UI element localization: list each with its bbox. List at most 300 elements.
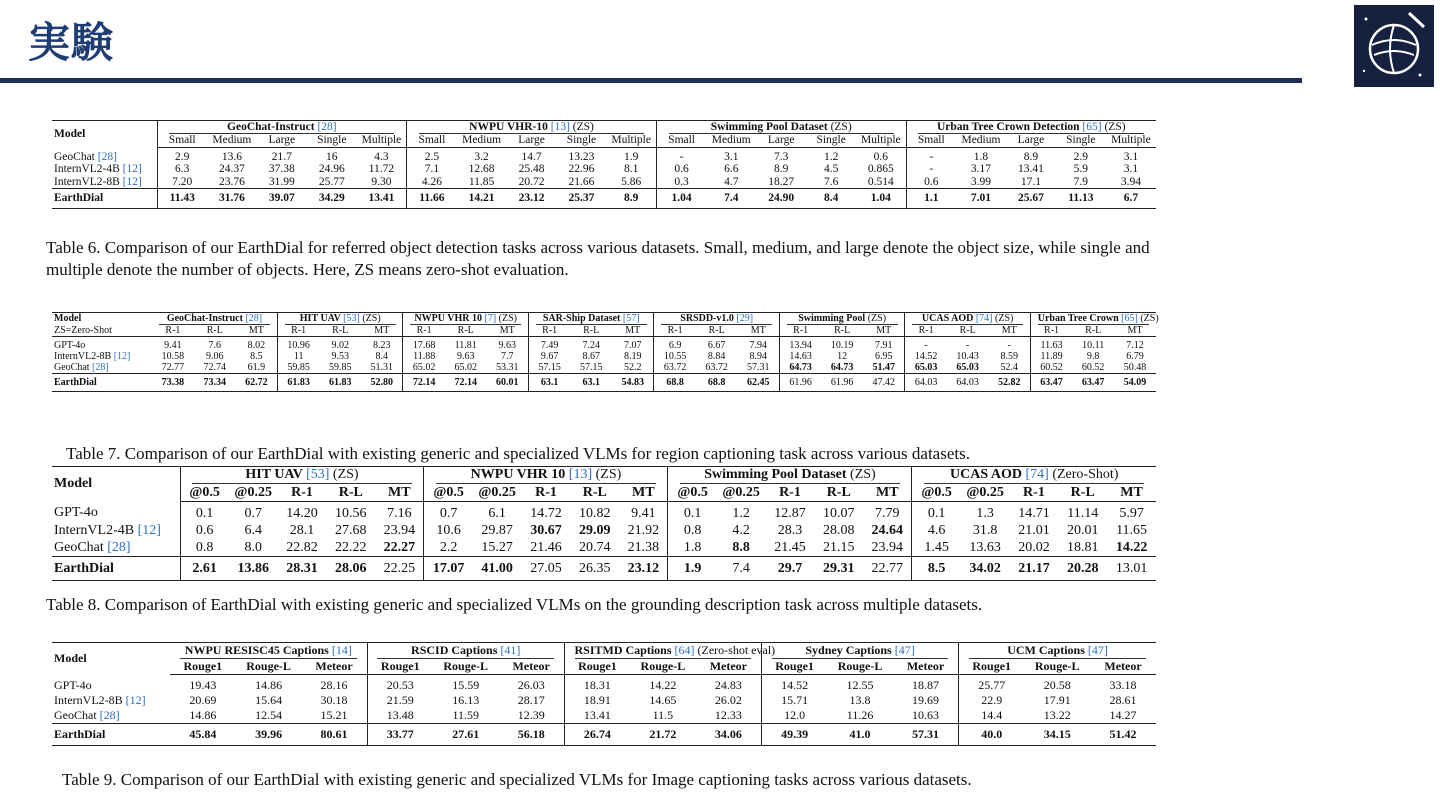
t6-subheader: Large	[756, 134, 806, 147]
t6-subheader: Single	[307, 134, 357, 147]
t6-cell: 13.23	[568, 150, 595, 163]
t7-group-header	[528, 313, 653, 326]
t6-cell: 25.67	[1006, 189, 1056, 209]
t6-cell: 12.68	[468, 163, 495, 176]
t8-cell: 0.7	[424, 502, 473, 523]
t7-cell: 68.8	[696, 374, 738, 392]
t7-cell: 47.42	[863, 374, 905, 392]
t8-cell: 30.67	[530, 522, 562, 538]
t6-model-ref: [12]	[122, 163, 142, 176]
t7-cell: 63.1	[570, 374, 612, 392]
t8-cell: 10.56	[335, 505, 367, 521]
t9-cell: 21.72	[630, 724, 696, 746]
t7-group-label	[285, 313, 396, 325]
t6-cell: 0.514	[867, 175, 894, 188]
t7-group-header	[779, 313, 904, 326]
t8-cell: 0.1	[180, 502, 229, 523]
t8-cell: 28.3	[777, 522, 803, 538]
t6-subheader: Multiple	[357, 134, 407, 147]
t7-cell: 63.47	[1072, 374, 1114, 392]
t8-cell: 31.8	[972, 522, 998, 538]
t7-cell: 6.9	[654, 337, 696, 352]
t8-subheader: MT	[375, 484, 424, 502]
t6-cell: 8.9	[774, 163, 789, 176]
t6-subheader: Single	[806, 134, 856, 147]
t9-cell: 80.61	[301, 724, 367, 746]
t8-cell: 22.82	[286, 539, 318, 555]
t8-group-header	[668, 467, 912, 485]
t7-cell: 54.09	[1114, 374, 1156, 392]
t8-cell: 28.08	[823, 522, 855, 538]
t6-cell: 1.04	[856, 189, 906, 209]
t7-cell: 10.55	[654, 351, 696, 362]
t7-cell: 9.06	[205, 351, 224, 362]
t6-group-label	[419, 121, 644, 134]
t9-subheader: Rouge1	[761, 659, 827, 675]
t7-cell: 54.83	[612, 374, 654, 392]
t9-group-ref: [47]	[1087, 643, 1108, 657]
t9-cell: 21.59	[367, 693, 433, 708]
t9-group-name: NWPU RESISC45 Captions	[184, 643, 332, 657]
t9-cell: 30.18	[320, 693, 348, 707]
t8-subheader: @0.25	[229, 484, 278, 502]
t6-subheader: Medium	[956, 134, 1006, 147]
t6-cell: 23.76	[218, 175, 245, 188]
t6-group-header	[407, 121, 657, 135]
t9-final-row	[52, 724, 1156, 746]
t6-subheader-row	[52, 134, 1156, 147]
t7-subheader: MT	[612, 325, 654, 337]
t9-cell: 11.26	[846, 708, 874, 722]
t9-subheader: Rouge1	[564, 659, 630, 675]
t6-model-label: GeoChat	[54, 150, 98, 163]
t9-group-label	[574, 643, 776, 659]
t8-cell: 26.35	[570, 557, 619, 581]
t8-subheader: @0.5	[180, 484, 229, 502]
t7-group-ref: [74]	[975, 313, 993, 324]
t6-cell: 18.27	[768, 175, 795, 188]
t7-cell: 6.67	[707, 340, 726, 351]
t9-group-ref: [41]	[500, 643, 521, 657]
t6-cell: 1.04	[656, 189, 706, 209]
t7-cell: 17.68	[403, 337, 445, 352]
t8-model-label: InternVL2-4B	[54, 522, 138, 538]
t9-subheader: Rouge1	[959, 659, 1025, 675]
t7-subheader: R-1	[403, 325, 445, 337]
t7-cell: 57.15	[528, 362, 570, 374]
t7-cell: 50.48	[1123, 362, 1147, 373]
t9-subheader-row	[52, 659, 1156, 675]
t8-cell: 1.3	[976, 505, 994, 521]
t6-cell: 7.4	[706, 189, 756, 209]
t8-cell: 8.5	[912, 557, 961, 581]
t7-group-label	[536, 313, 647, 325]
t9-cell: 28.16	[320, 678, 348, 692]
t8-model-name	[52, 539, 180, 557]
t8-group-suffix: (Zero-Shot)	[1048, 467, 1119, 482]
t7-cell: 10.58	[161, 351, 185, 362]
t6-cell: 31.99	[268, 175, 295, 188]
t8-cell: 13.86	[229, 557, 278, 581]
t6-cell: 11.72	[368, 163, 395, 176]
t6-cell: 8.9	[606, 189, 656, 209]
t8-cell: 4.6	[912, 522, 961, 539]
t6-cell: 21.66	[568, 175, 595, 188]
slide-title: 実験	[28, 18, 115, 67]
t6-cell: 20.72	[518, 175, 545, 188]
t6-cell: 3.99	[970, 175, 992, 188]
t8-cell: 21.17	[1010, 557, 1059, 581]
t9-cell: 14.86	[255, 678, 283, 692]
t8-model-label: EarthDial	[54, 560, 114, 576]
t7-group-ref: [29]	[736, 313, 754, 324]
t9-subheader: Rouge-L	[1024, 659, 1090, 675]
t7-group-name: HIT UAV	[299, 313, 344, 324]
t7-group-name: NWPU VHR 10	[414, 313, 485, 324]
t9-cell: 25.77	[959, 675, 1025, 694]
t8-subheader: @0.5	[424, 484, 473, 502]
t6-cell: 0.6	[906, 176, 956, 189]
t8-cell: 29.31	[814, 557, 863, 581]
t8-subheader: R-L	[326, 484, 375, 502]
t7-cell: 65.02	[403, 362, 445, 374]
t8-cell: 0.1	[912, 502, 961, 523]
t8-cell: 20.01	[1066, 522, 1099, 538]
t8-cell: 1.9	[668, 557, 717, 581]
t7-cell: 8.67	[582, 351, 600, 362]
t6-cell: 5.9	[1073, 163, 1089, 176]
t8-cell: 8.8	[732, 539, 750, 555]
t8-cell: 41.00	[473, 557, 522, 581]
t6-group-ref: [28]	[317, 121, 337, 133]
t7-cell: 62.45	[738, 374, 780, 392]
t6-final-row	[52, 189, 1156, 209]
t7-cell: 53.31	[496, 362, 519, 373]
t7-cell: 59.85	[328, 362, 352, 373]
t7-group-header	[152, 313, 277, 326]
t8-group-suffix: (ZS)	[592, 467, 622, 482]
t7-data-row	[52, 362, 1156, 374]
t8-cell: 0.1	[668, 502, 717, 523]
t8-cell: 4.2	[732, 522, 750, 538]
t6-subheader: Single	[557, 134, 607, 147]
t9-subheader: Rouge-L	[236, 659, 302, 675]
t8-cell: 21.45	[774, 539, 806, 555]
t8-model-name	[52, 522, 180, 539]
t9-subheader: Meteor	[696, 659, 762, 675]
t6-cell: 24.96	[318, 163, 345, 176]
t7-cell: 60.52	[1081, 362, 1105, 373]
t7-subheader: R-L	[319, 325, 361, 337]
t6-cell: 11.13	[1056, 189, 1106, 209]
table-6-caption: Table 6. Comparison of our EarthDial for referred object detection tasks across various datasets. Small, medium, and large denote the object size, while single and multiple denote the number of objects. Here, ZS means zero-shot evaluation.	[46, 238, 1150, 279]
t7-cell: 6.79	[1126, 351, 1144, 362]
t8-group-header	[180, 467, 424, 485]
t7-cell: 57.15	[579, 362, 603, 373]
t8-cell: 21.38	[627, 539, 660, 555]
t6-model-name	[52, 189, 157, 209]
t6-cell: 3.1	[724, 150, 739, 163]
table-7-caption: Table 7. Comparison of our EarthDial with existing generic and specialized VLMs for region captioning task across various datasets.	[66, 444, 970, 463]
t7-cell: 7.07	[624, 340, 642, 351]
t6-subheader: Multiple	[606, 134, 656, 147]
t6-cell: 8.9	[1023, 150, 1039, 163]
t7-cell: 12	[837, 351, 848, 362]
t6-cell: 2.9	[1073, 150, 1089, 163]
t8-cell: 10.82	[579, 505, 611, 521]
t6-subheader: Large	[1006, 134, 1056, 147]
t9-cell: 18.31	[564, 675, 630, 694]
t9-group-name: RSCID Captions	[411, 643, 501, 657]
t6-subheader: Medium	[706, 134, 756, 147]
t9-cell: 14.52	[761, 675, 827, 694]
t6-subheader: Small	[906, 134, 956, 147]
t7-model-label: InternVL2-8B	[54, 351, 114, 362]
t7-cell: -	[1007, 340, 1011, 351]
t8-cell: 21.46	[530, 539, 562, 555]
t9-cell: 14.65	[649, 693, 677, 707]
t7-group-ref: [53]	[343, 313, 360, 324]
t8-subheader: @0.25	[961, 484, 1010, 502]
t7-group-suffix: (ZS)	[865, 313, 887, 324]
t7-cell: 63.47	[1030, 374, 1072, 392]
t6-group-name: GeoChat-Instruct	[227, 121, 318, 133]
t8-cell: 7.4	[717, 557, 766, 581]
t9-cell: 33.18	[1109, 678, 1137, 692]
t6-cell: 13.41	[1017, 163, 1044, 176]
t9-cell: 12.39	[517, 708, 545, 722]
t7-cell: 68.8	[654, 374, 696, 392]
t8-subheader: MT	[619, 484, 668, 502]
t8-model-ref: [12]	[137, 522, 161, 538]
t6-group-suffix: (ZS)	[827, 121, 852, 133]
t7-cell: 9.67	[528, 351, 570, 362]
t7-model-name	[52, 337, 152, 352]
t6-cell: 4.26	[407, 176, 457, 189]
table-8-grid	[52, 466, 1156, 581]
t9-group-header	[367, 643, 564, 660]
t7-cell: 57.31	[747, 362, 770, 373]
t9-group-label	[180, 643, 357, 659]
t8-cell: 14.72	[530, 505, 562, 521]
t7-cell: 72.77	[161, 362, 185, 373]
t9-cell: 24.83	[714, 678, 742, 692]
t7-cell: 52.82	[989, 374, 1031, 392]
t6-cell: 13.6	[221, 150, 242, 163]
t9-group-row	[52, 643, 1156, 660]
t7-cell: 8.94	[749, 351, 767, 362]
t8-data-row	[52, 522, 1156, 539]
t8-cell: 7.16	[387, 505, 412, 521]
t9-subheader: Meteor	[1090, 659, 1156, 675]
table-9-caption: Table 9. Comparison of our EarthDial with existing generic and specialized VLMs for Image captioning tasks across various datasets.	[62, 770, 972, 789]
t9-subheader: Rouge-L	[630, 659, 696, 675]
t8-cell: 21.15	[823, 539, 855, 555]
t6-model-label: InternVL2-8B	[54, 175, 123, 188]
t7-cell: 73.38	[152, 374, 194, 392]
table-7	[52, 312, 1159, 392]
t7-group-header	[654, 313, 779, 326]
t7-cell: 7.94	[749, 340, 767, 351]
t8-subheader: @0.5	[912, 484, 961, 502]
t7-cell: 72.14	[445, 374, 487, 392]
t9-group-header	[959, 643, 1156, 660]
table-6-grid	[52, 120, 1156, 209]
t7-subheader: R-1	[152, 325, 194, 337]
t9-cell: 16.13	[452, 693, 480, 707]
t6-subheader: Single	[1056, 134, 1106, 147]
t7-cell: 11.63	[1030, 337, 1072, 352]
t9-cell: 41.0	[827, 724, 893, 746]
t9-model-label: GeoChat	[54, 708, 100, 722]
t8-subheader: R-1	[1010, 484, 1059, 502]
t6-model-name	[52, 163, 157, 176]
t8-cell: 22.22	[335, 539, 367, 555]
t7-cell: 8.84	[707, 351, 726, 362]
t9-group-ref: [14]	[331, 643, 352, 657]
t8-cell: 21.92	[627, 522, 660, 538]
t7-cell: 73.34	[194, 374, 236, 392]
table-9	[52, 642, 1156, 746]
t7-model-label: GPT-4o	[54, 340, 86, 351]
t9-cell: 12.55	[846, 678, 874, 692]
t8-cell: 0.7	[244, 505, 262, 521]
t9-cell: 34.15	[1024, 724, 1090, 746]
t6-group-name: Swimming Pool Dataset	[710, 121, 828, 133]
t8-cell: 6.1	[488, 505, 506, 521]
t6-group-label	[169, 121, 394, 134]
t7-cell: 72.14	[403, 374, 445, 392]
t6-group-ref: [65]	[1082, 121, 1102, 133]
challenge-logo	[1354, 5, 1434, 87]
t7-cell: 64.03	[905, 374, 947, 392]
t9-data-row	[52, 675, 1156, 694]
t9-model-ref: [28]	[99, 708, 120, 722]
t7-cell: 51.47	[872, 362, 895, 373]
t6-group-suffix: (ZS)	[569, 121, 594, 133]
t7-cell: 9.53	[331, 351, 349, 362]
t8-cell: 23.94	[383, 522, 416, 538]
t6-cell: -	[906, 147, 956, 163]
t7-data-row	[52, 351, 1156, 362]
t8-cell: 0.8	[180, 539, 229, 557]
t8-cell: 12.87	[774, 505, 806, 521]
t6-cell: 7.20	[157, 176, 207, 189]
t8-cell: 29.09	[579, 522, 611, 538]
t7-cell: 7.7	[501, 351, 514, 362]
t6-cell: 9.30	[371, 175, 392, 188]
t6-data-row	[52, 163, 1156, 176]
t8-cell: 1.2	[732, 505, 750, 521]
t6-cell: 17.1	[1020, 175, 1041, 188]
t9-model-name	[52, 675, 170, 694]
t7-subheader: MT	[738, 325, 780, 337]
t8-model-name	[52, 502, 180, 523]
t8-group-name: Swimming Pool Dataset	[704, 467, 847, 482]
t8-subheader: @0.25	[473, 484, 522, 502]
t7-model-label: EarthDial	[54, 377, 97, 388]
t8-cell: 5.97	[1119, 505, 1144, 521]
t7-cell: 11	[277, 351, 319, 362]
t7-cell: 51.31	[370, 362, 394, 373]
t7-cell: 9.02	[331, 340, 349, 351]
t9-group-header	[564, 643, 776, 660]
t8-group-suffix: (ZS)	[846, 467, 876, 482]
t6-cell: 11.66	[407, 189, 457, 209]
t6-cell: 6.7	[1106, 189, 1156, 209]
t8-cell: 7.79	[875, 505, 900, 521]
t6-cell: 14.21	[457, 189, 507, 209]
t9-model-label: EarthDial	[54, 727, 106, 741]
t7-cell: 64.73	[830, 362, 854, 373]
t6-cell: 3.2	[474, 150, 489, 163]
t7-group-suffix: (ZS)	[992, 313, 1014, 324]
t6-cell: 4.3	[374, 150, 389, 163]
t7-cell: 7.91	[874, 340, 893, 351]
t6-cell: 1.2	[823, 150, 839, 163]
t6-group-label	[669, 121, 894, 134]
t6-cell: 3.17	[970, 163, 992, 176]
t8-subheader: R-L	[1058, 484, 1107, 502]
t9-subheader: Rouge1	[170, 659, 236, 675]
t9-model-name	[52, 708, 170, 724]
t6-cell: 1.9	[623, 150, 639, 163]
t8-cell: 8.0	[244, 539, 262, 555]
t9-subheader: Rouge-L	[433, 659, 499, 675]
t8-cell: 27.68	[335, 522, 367, 538]
t6-cell: 5.86	[621, 175, 642, 188]
t8-group-label	[924, 467, 1144, 484]
t7-cell: 11.88	[403, 351, 445, 362]
t7-cell: 52.2	[624, 362, 642, 373]
t8-model-label: GeoChat	[54, 539, 108, 555]
t9-group-label	[969, 643, 1146, 659]
t9-cell: 15.71	[761, 693, 827, 708]
t8-subheader: @0.25	[717, 484, 766, 502]
t8-group-row	[52, 467, 1156, 485]
t8-cell: 20.28	[1058, 557, 1107, 581]
t7-group-ref: [7]	[484, 313, 497, 324]
t7-cell: 63.1	[528, 374, 570, 392]
t8-cell: 11.65	[1116, 522, 1148, 538]
t8-cell: 6.4	[244, 522, 262, 538]
t6-cell: 31.76	[207, 189, 257, 209]
t8-cell: 14.20	[286, 505, 318, 521]
t6-group-row	[52, 121, 1156, 135]
t7-subheader: R-L	[570, 325, 612, 337]
t7-group-ref: [28]	[245, 313, 263, 324]
t9-group-label	[377, 643, 554, 659]
logo-graphic	[1354, 5, 1434, 87]
t7-cell: 10.11	[1082, 340, 1105, 351]
t6-group-header	[157, 121, 407, 135]
t8-final-row	[52, 557, 1156, 581]
t6-cell: 23.12	[507, 189, 557, 209]
t9-cell: 19.43	[189, 678, 217, 692]
t9-cell: 14.86	[189, 708, 217, 722]
t9-cell: 26.03	[517, 678, 545, 692]
t7-cell: 72.74	[203, 362, 226, 373]
t6-cell: 24.37	[218, 163, 245, 176]
t8-cell: 24.64	[871, 522, 904, 538]
t7-cell: 8.02	[247, 340, 266, 351]
t8-group-ref: [13]	[568, 467, 593, 482]
t9-model-label: InternVL2-8B	[54, 693, 126, 707]
t8-subheader: R-1	[522, 484, 571, 502]
t6-subheader: Large	[257, 134, 307, 147]
t6-cell: 2.9	[157, 147, 207, 163]
t9-cell: 51.42	[1090, 724, 1156, 746]
